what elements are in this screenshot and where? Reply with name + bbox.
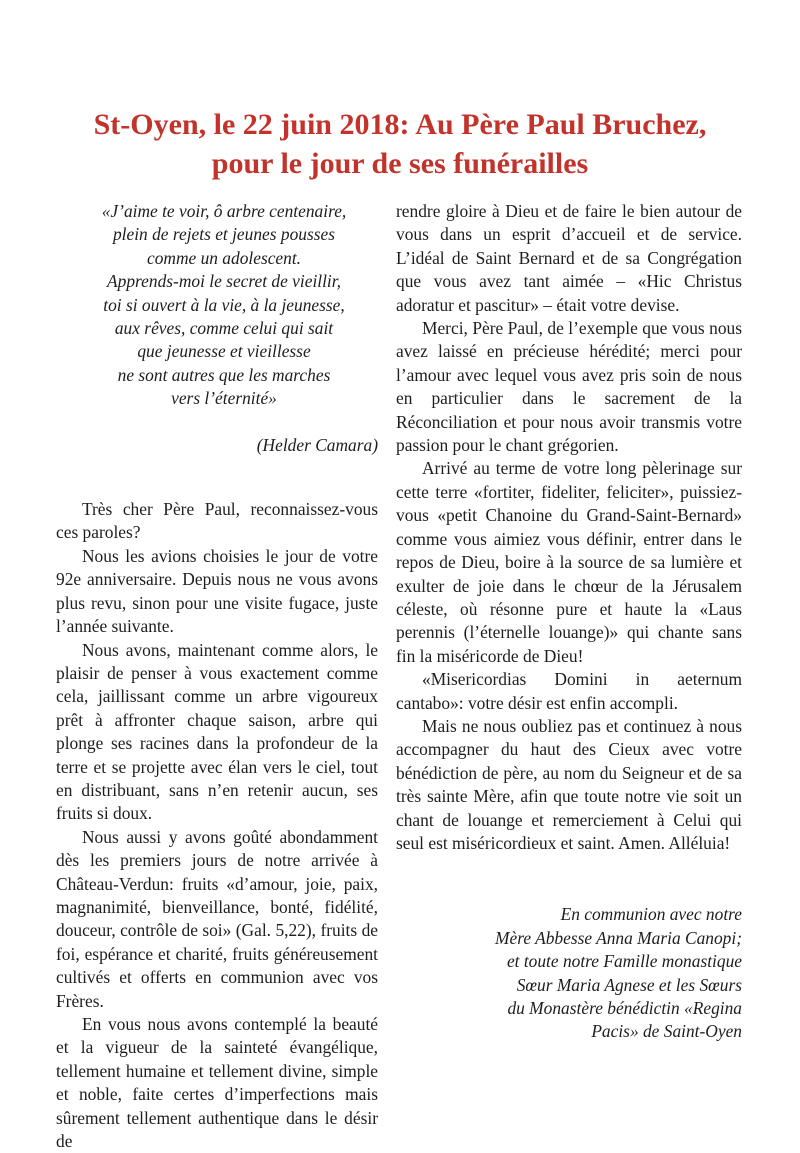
epigraph-line: que jeunesse et vieillesse xyxy=(137,341,311,362)
signature-line: Mère Abbesse Anna Maria Canopi; xyxy=(495,927,742,948)
epigraph-line: «J’aime te voir, ô arbre centenaire, xyxy=(101,201,347,221)
paragraph: Arrivé au terme de votre long pèlerinage sur cette terre «fortiter, fideliter, feliciter», puissiez-vous «petit Chanoine du Grand-Saint-Bernard» comme vous aimiez vous définir, entrer dans le repos de Dieu, boire à la source de sa lumière et exulter de joie dans le chœur de la Jérusalem céleste, où résonne pure et haute la «Laus perennis (l’éternelle louange)» qui chante sans fin la miséricorde de Dieu! xyxy=(396,458,742,666)
epigraph-line: ne sont autres que les marches xyxy=(117,364,331,385)
title-line-1: St-Oyen, le 22 juin 2018: Au Père Paul Bruchez, xyxy=(93,108,707,141)
epigraph-line: toi si ouvert à la vie, à la jeunesse, xyxy=(103,294,345,315)
paragraph-continuation: rendre gloire à Dieu et de faire le bien autour de vous dans un esprit d’accueil et de service. L’idéal de Saint Bernard et de sa Congrégation que vous avez tant aimée – «Hic Christus adoratur et pascitur» – était votre devise. xyxy=(396,201,742,315)
signature xyxy=(396,903,742,1043)
epigraph-line: Apprends-moi le secret de vieillir, xyxy=(107,271,341,292)
epigraph-line: vers l’éternité» xyxy=(171,388,277,409)
paragraph: Très cher Père Paul, reconnaissez-vous ces paroles? xyxy=(56,499,378,543)
signature-line: Pacis» de Saint-Oyen xyxy=(591,1021,742,1042)
right-column xyxy=(396,200,742,1044)
epigraph-line: comme un adolescent. xyxy=(146,247,302,268)
paragraph: Merci, Père Paul, de l’exemple que vous nous avez laissé en précieuse hérédité; merci pour l’amour avec lequel vous avez pris soin de nous en particulier dans le sacrement de la Réconciliation et pour nous avoir transmis votre passion pour le chant grégorien. xyxy=(396,318,742,456)
paragraph: Nous aussi y avons goûté abondamment dès les premiers jours de notre arrivée à Château-Verdun: fruits «d’amour, joie, paix, magnanimité, bienveillance, bonté, fidélité, douceur, contrôle de soi» (Gal. 5,22), fruits de foi, espérance et charité, fruits généreusement cultivés et offerts en communion avec vos Frères. xyxy=(56,826,378,1011)
epigraph-line: aux rêves, comme celui qui sait xyxy=(114,318,334,339)
paragraph: Nous avons, maintenant comme alors, le plaisir de penser à vous exactement comme cela, jaillissant comme un arbre vigoureux prêt à affronter chaque saison, arbre qui plonge ses racines dans la profondeur de la terre et se projette avec élan vers le ciel, tout en distribuant, sans n’en retenir aucun, ses fruits si doux. xyxy=(56,639,378,824)
paragraph: En vous nous avons contemplé la beauté et la vigueur de la sainteté évangélique, tellement humaine et tellement divine, simple et noble, faite certes d’imperfections mais sûrement tellement authentique dans le désir de xyxy=(56,1014,378,1152)
left-column xyxy=(56,200,378,1153)
signature-line: et toute notre Famille monastique xyxy=(506,951,742,972)
signature-line: Sœur Maria Agnese et les Sœurs xyxy=(516,974,742,995)
epigraph-author: (Helder Camara) xyxy=(256,434,378,455)
article-title xyxy=(40,105,760,183)
signature-line: du Monastère bénédictin «Regina xyxy=(507,998,742,1018)
epigraph-line: plein de rejets et jeunes pousses xyxy=(112,224,335,245)
title-line-2: pour le jour de ses funérailles xyxy=(211,147,589,180)
signature-line: En communion avec notre xyxy=(560,904,742,925)
epigraph xyxy=(56,200,378,411)
paragraph: «Misericordias Domini in aeternum cantabo»: votre désir est enfin accompli. xyxy=(396,669,742,713)
paragraph: Mais ne nous oubliez pas et continuez à nous accompagner du haut des Cieux avec votre bénédiction de père, au nom du Seigneur et de sa très sainte Mère, afin que toute notre vie soit un chant de louange et remerciement à Celui qui seul est miséricordieux et saint. Amen. Alléluia! xyxy=(396,715,742,853)
paragraph: Nous les avions choisies le jour de votre 92e anniversaire. Depuis nous ne vous avons plus revu, sinon pour une visite fugace, juste l’année suivante. xyxy=(56,545,378,637)
